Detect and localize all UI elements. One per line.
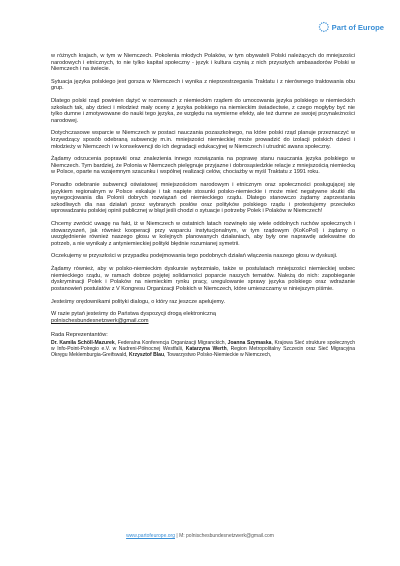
signers-label: Rada Reprezentantów: xyxy=(51,332,108,339)
part-of-europe-logo xyxy=(318,16,384,38)
signers-list xyxy=(51,340,355,358)
paragraph-3: Dlatego polski rząd powinien dążyć w rozmowach z niemieckim rządem do umocowania języka polskiego w niemieckich szkołach tak, aby dzieci i młodzież mały oceny z języka polskiego na niemieckim świadectwie, z czego mogłyby być nie tylko dumne i zmotywowane do nauki tego języka, ze względu na wymierne efekty, ale też dumne ze swojej przynależności narodowej. xyxy=(51,98,355,124)
paragraph-7: Chcemy zwrócić uwagę na fakt, iż w Niemczech w ostatnich latach rozwinęło się wiele oddolnych ruchów społecznych i stowarzyszeń, jak również kooperacji przy wsparciu instytucjonalnym, w tym rządowym (KoKoPol) i żądamy o uwzględnienie również naszego głosu w kolejnych planowanych działaniach, aby były one naprawdę adekwatne do potrzeb, a nie wynikały z antyniemieckiej polityki błędnie rozumianej symetrii. xyxy=(51,221,355,247)
signer-name: Krzysztof Blau xyxy=(128,352,165,359)
footer-separator: | xyxy=(176,533,178,539)
paragraph-6: Ponadto odebranie subwencji oświatowej mniejszościom narodowym i etnicznym oraz społeczności posługującej się językiem regionalnym w Polsce eskaluje i tak napięte stosunki polsko-niemieckie i może mieć negatywne skutki dla wynegocjowania dla Polonii dobrych rozwiązań od niemieckiego rządu. Dlatego stanowczo żądamy zaprzestania szkodliwych dla nas działań przez wybranych posłów oraz polityków polskiego rządu i protestujemy przeciwko wprowadzaniu polskiej opinii publicznej w błąd jeśli chodzi o sytuacje i potrzeby Polek i Polaków w Niemczech! xyxy=(51,182,355,215)
contact-email-link[interactable]: polnischesbundesnetzwerk@gmail.com xyxy=(51,317,149,324)
paragraph-5: Żądamy odrzucenia poprawki oraz znalezienia innego rozwiązania na poprawę stanu nauczania języka polskiego w Niemczech. Tym bardziej, że Polonia w Niemczech pielęgnuje przyjazne i dobrosąsiedzkie relacje z mniejszością niemiecką w Polsce, oparte na wzajemnym szacunku i wspólnej realizacji celów, chociażby w myśl Traktatu z 1991 roku. xyxy=(51,156,355,176)
letter-body xyxy=(51,53,355,358)
signer-name: Dr. Kamila Schöll-Mazurek xyxy=(51,339,115,346)
paragraph-8: Oczekujemy w przyszłości w przypadku podejmowania tego podobnych działań włączenia naszego głosu w dyskusji. xyxy=(51,253,338,260)
signer-role: , Krajowa Sieć strukture społecznych w Info-Point-Polregio e.V. w Nadreni-Północnej Westfalii, xyxy=(51,339,355,353)
contact-text: W razie pytań jesteśmy do Państwa dyspozycji drogą elektroniczną xyxy=(51,311,216,318)
footer-website-link[interactable]: www.partofeurope.org xyxy=(126,533,175,539)
signer-role: , Region Metropolitalny Szczecin oraz Sieć Migracyjna Okręgu Meklemburgia-Greifswald, xyxy=(51,346,356,359)
paragraph-4: Dotychczasowe wsparcie w Niemczech w postaci nauczania pozaszkolnego, na które polski rząd planuje przeznaczyć w krzywdzący sposób odebraną subwencję m.in. mniejszości niemieckiej może prowadzić do izolacji polskich dzieci i młodzieży w Niemczech i w konsekwencji do ich degradacji edukacyjnej w Niemczech i utrudnić awans społeczny. xyxy=(51,130,355,150)
europe-stars-icon xyxy=(318,17,330,37)
paragraph-2: Sytuacja języka polskiego jest gorsza w Niemczech i wynika z nieprzestrzegania Traktatu i z nierównego traktowania obu grup. xyxy=(51,78,355,92)
footer-email: M: polnischesbundesnetzwerk@gmail.com xyxy=(179,533,274,539)
logo-text: Part of Europe xyxy=(331,22,384,32)
contact-paragraph xyxy=(51,311,355,324)
paragraph-10: Jesteśmy orędownikami polityki dialogu, o który raz jeszcze apelujemy. xyxy=(51,298,226,305)
paragraph-1: w różnych krajach, w tym w Niemczech. Pokolenia młodych Polaków, w tym obywateli Polski należących do mniejszości narodowych i etnicznych, to nie tylko kapitał społeczny - język i kultura czynią z nich przyszłych ambasadorów Polski w Niemczech i na świecie. xyxy=(51,53,355,73)
signer-name: Katarzyna Werth xyxy=(185,346,227,353)
signer-role: , Federalna Konferencja Organizacji Migranckich, xyxy=(114,339,228,346)
signer-name: Joanna Szymaska xyxy=(227,339,272,346)
page-footer xyxy=(0,533,400,539)
paragraph-9: Żądamy również, aby w polsko-niemieckim dyskursie wybrzmiało, także w postulatach mniejszości niemieckiej wobec niemieckiego rządu, w ramach dobrze pojętej solidarności poparcie naszych tematów. Należą do nich: zapobieganie dyskryminacji Polek i Polaków na niemieckim rynku pracy, uregulowanie sprawy języka polskiego oraz wdrażanie postanowień postulatów z V Kongresu Organizacji Polskich w Niemczech, które umieszczamy w niniejszym piśmie. xyxy=(51,266,355,292)
signer-role: , Towarzystwo Polsko-Niemieckie w Niemczech, xyxy=(164,352,272,359)
